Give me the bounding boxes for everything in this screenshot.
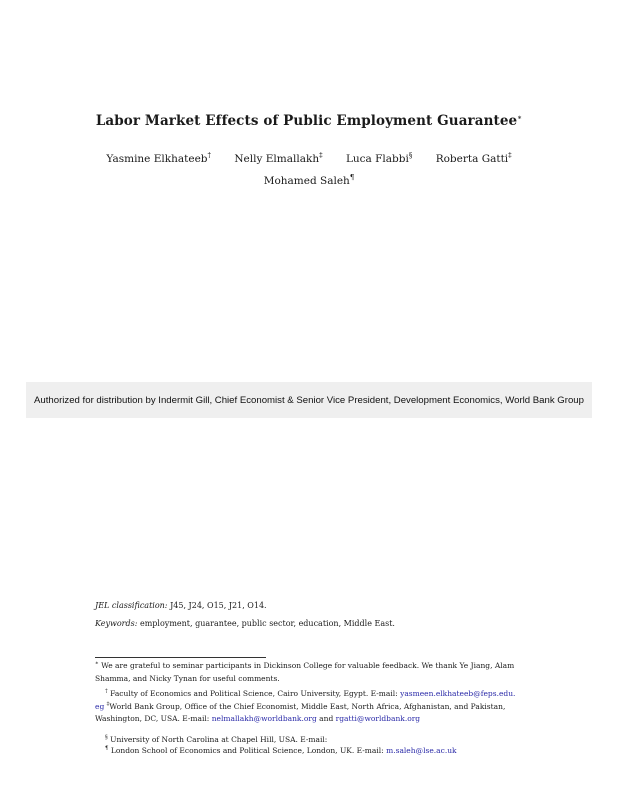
author-mark: ‡ xyxy=(508,151,512,160)
author xyxy=(264,175,355,187)
author-list-row2 xyxy=(0,175,618,187)
footnote-mark: ‡ xyxy=(106,701,110,707)
author-mark: ¶ xyxy=(349,173,355,182)
footnote-mark: § xyxy=(105,734,108,741)
author xyxy=(436,153,512,165)
keywords-text: employment, guarantee, public sector, education, Middle East. xyxy=(139,619,395,628)
author-list xyxy=(0,153,618,165)
footnote-mark: ∗ xyxy=(95,660,99,667)
footnote-text: We are grateful to seminar participants in Dickinson College for valuable feedback. We thank Ye Jiang, Alam Shamma, and Nicky Tynan for useful comments. xyxy=(95,661,515,683)
author-name: Nelly Elmallakh xyxy=(234,153,320,165)
footnote-text: and xyxy=(319,714,334,723)
author-name: Yasmine Elkhateeb xyxy=(106,153,208,165)
distribution-banner xyxy=(26,382,592,418)
author xyxy=(346,153,412,165)
title-footnote-mark: ∗ xyxy=(517,112,523,122)
jel-codes: J45, J24, O15, J21, O14. xyxy=(170,601,267,610)
footnote-acknowledgement xyxy=(95,660,525,685)
keywords xyxy=(95,619,395,628)
author xyxy=(234,153,322,165)
author-name: Luca Flabbi xyxy=(345,153,409,165)
footnote-text: London School of Economics and Political Science, London, UK. E-mail: xyxy=(110,746,384,755)
jel-classification xyxy=(95,601,267,610)
email-link[interactable]: nelmallakh@worldbank.org xyxy=(211,714,317,723)
footnote-mark: † xyxy=(105,688,108,695)
footnote-affiliations xyxy=(95,688,525,726)
paper-title xyxy=(0,113,618,129)
email-link[interactable]: rgatti@worldbank.org xyxy=(335,714,421,723)
footnote-text: University of North Carolina at Chapel Hill, USA. E-mail: xyxy=(110,735,328,744)
author-name: Roberta Gatti xyxy=(435,153,509,165)
footnote-divider xyxy=(95,657,266,658)
email-link[interactable]: m.saleh@lse.ac.uk xyxy=(386,746,457,755)
paper-title-text: Labor Market Effects of Public Employment Guarantee xyxy=(95,113,518,129)
author-mark: ‡ xyxy=(319,151,323,160)
author-mark: § xyxy=(408,151,413,160)
footnote-lse xyxy=(95,745,525,758)
distribution-banner-text: Authorized for distribution by Indermit Gill, Chief Economist & Senior Vice President, Development Economics, World Bank Group xyxy=(34,394,584,406)
author xyxy=(106,153,211,165)
footnote-text: Faculty of Economics and Political Science, Cairo University, Egypt. E-mail: xyxy=(110,689,398,698)
author-name: Mohamed Saleh xyxy=(263,175,350,187)
jel-label: JEL classification: xyxy=(95,601,168,610)
email-link[interactable]: yasmeen.elkhateeb@feps.edu. xyxy=(400,689,516,698)
footnote-text: World Bank Group, Office of the Chief Economist, Middle East, North Africa, Afghanistan, and Pakistan, Washington, DC, USA. E-mail: xyxy=(95,701,506,723)
footnote-mark: ¶ xyxy=(105,745,109,752)
email-link[interactable]: eg xyxy=(95,701,105,711)
author-mark: † xyxy=(207,151,212,160)
keywords-label: Keywords: xyxy=(95,619,138,628)
